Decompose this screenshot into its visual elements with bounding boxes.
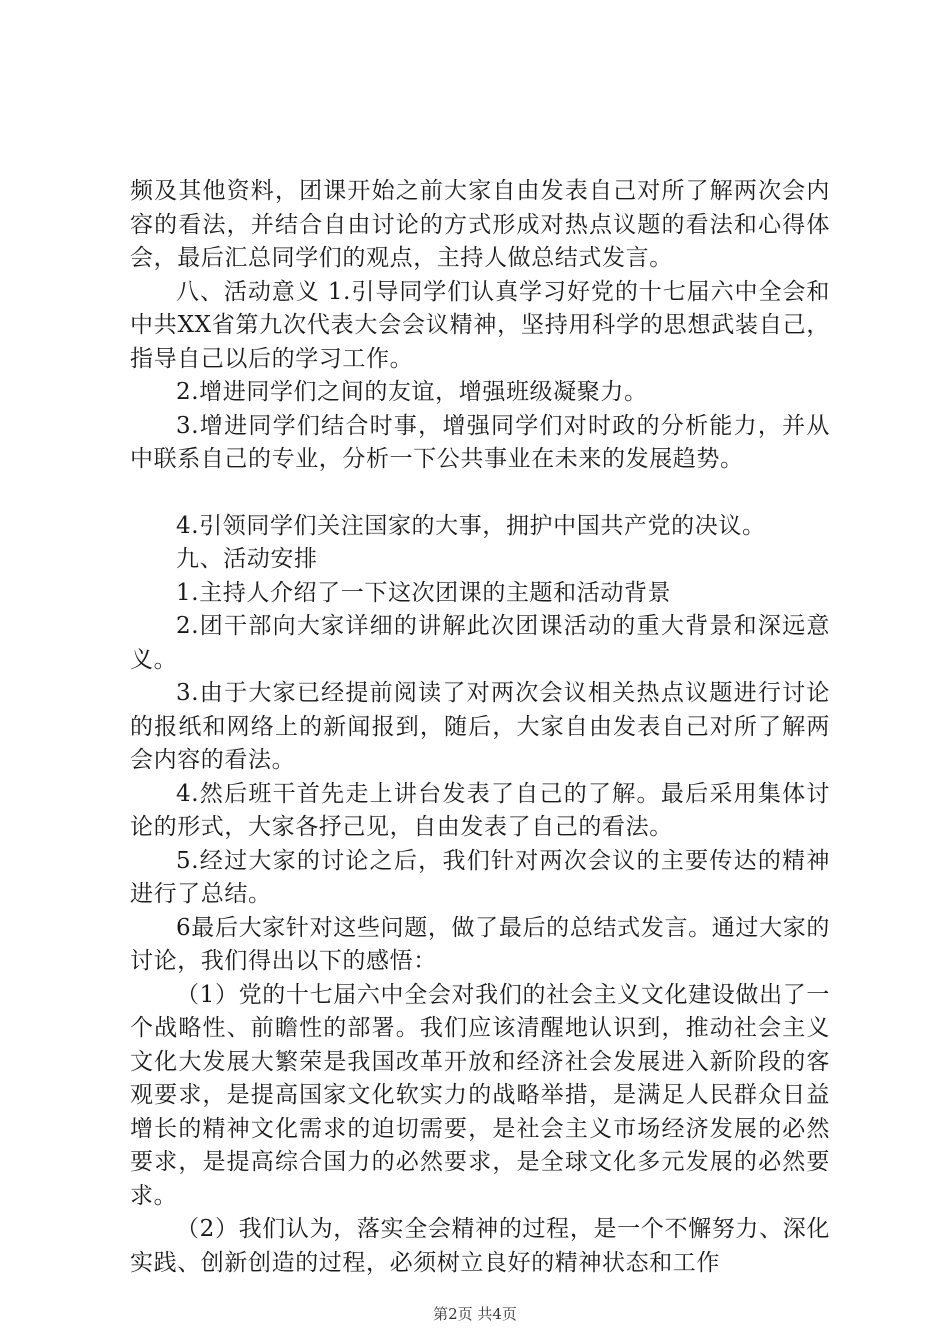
paragraph-continued: 频及其他资料，团课开始之前大家自由发表自己对所了解两次会内容的看法，并结合自由讨论的方式形成对热点议题的看法和心得体会，最后汇总同学们的观点，主持人做总结式发言。 (130, 178, 830, 271)
paragraph-conclusion-1: （1）党的十七届六中全会对我们的社会主义文化建设做出了一个战略性、前瞻性的部署。我们应该清醒地认识到，推动社会主义文化大发展大繁荣是我国改革开放和经济社会发展进入新阶段的客观要求，是提高国家文化软实力的战略举措，是满足人民群众日益增长的精神文化需求的迫切需要，是社会主义市场经济发展的必然要求，是提高综合国力的必然要求，是全球文化多元发展的必然要求。 (130, 981, 830, 1209)
document-body (130, 175, 830, 1280)
paragraph-item: 3.增进同学们结合时事，增强同学们对时政的分析能力，并从中联系自己的专业，分析一下公共事业在未来的发展趋势。 (130, 412, 830, 472)
paragraph-item: 1.主持人介绍了一下这次团课的主题和活动背景 (176, 579, 672, 606)
paragraph-conclusion-2: （2）我们认为，落实全会精神的过程，是一个不懈努力、深化实践、创新创造的过程，必须树立良好的精神状态和工作 (130, 1216, 830, 1276)
page-footer: 第2页 共4页 (433, 1305, 517, 1323)
paragraph-item: 3.由于大家已经提前阅读了对两次会议相关热点议题进行讨论的报纸和网络上的新闻报到，随后，大家自由发表自己对所了解两会内容的看法。 (130, 680, 830, 773)
paragraph-item: 2.团干部向大家详细的讲解此次团课活动的重大背景和深远意义。 (130, 613, 830, 673)
paragraph-item: 4.引领同学们关注国家的大事，拥护中国共产党的决议。 (176, 512, 766, 539)
paragraph-item: 2.增进同学们之间的友谊，增强班级凝聚力。 (176, 379, 648, 405)
paragraph-section-9: 九、活动安排 (176, 546, 318, 572)
paragraph-item: 5.经过大家的讨论之后，我们针对两次会议的主要传达的精神进行了总结。 (130, 847, 830, 907)
paragraph-item: 4.然后班干首先走上讲台发表了自己的了解。最后采用集体讨论的形式，大家各抒己见，自由发表了自己的看法。 (130, 780, 830, 840)
paragraph-section-8: 八、活动意义 1.引导同学们认真学习好党的十七届六中全会和中共XX省第九次代表大会会议精神，坚持用科学的思想武装自己，指导自己以后的学习工作。 (130, 278, 830, 372)
paragraph-item: 6最后大家针对这些问题，做了最后的总结式发言。通过大家的讨论，我们得出以下的感悟： (130, 914, 830, 974)
